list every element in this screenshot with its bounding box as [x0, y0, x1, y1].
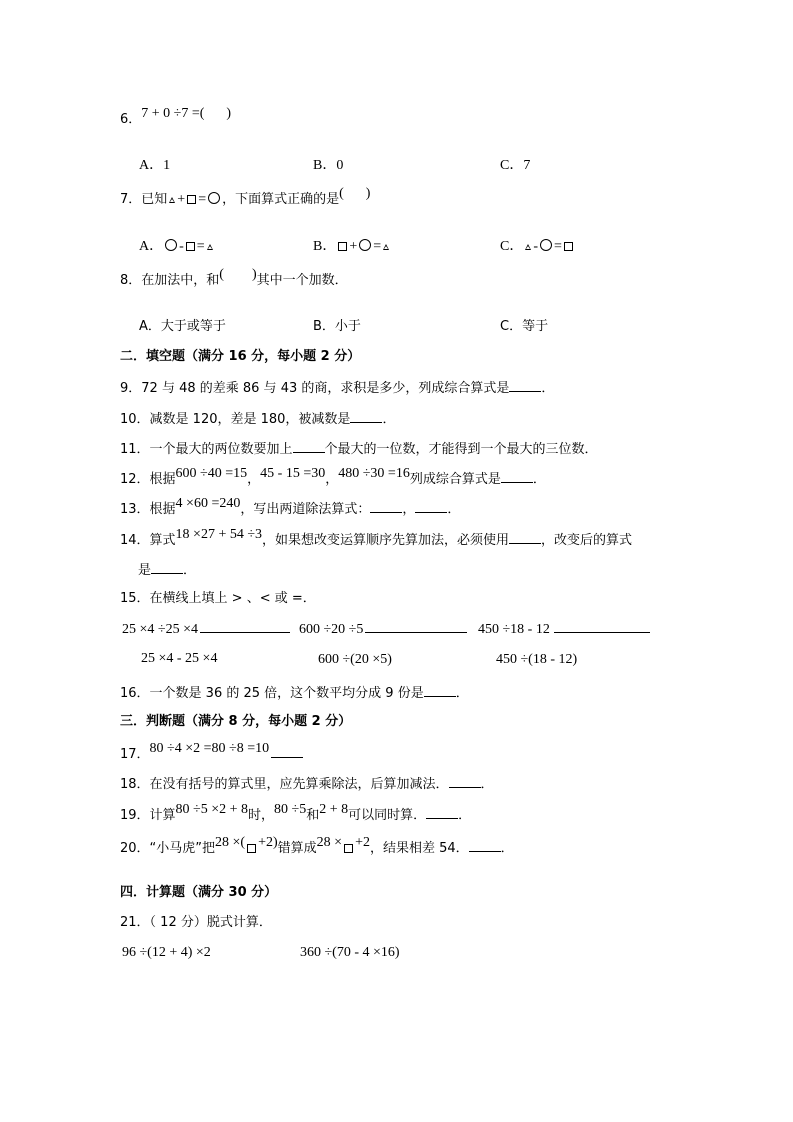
compare-blank[interactable]	[554, 620, 650, 633]
section-3-heading: 三．判断题（满分 8 分，每小题 2 分）	[120, 714, 352, 729]
circle-icon	[540, 239, 552, 251]
question-7: 7．已知 + = ，下面算式正确的是( )	[120, 186, 371, 207]
question-9: 9．72 与 48 的差乘 86 与 43 的商，求积是多少，列成综合算式是 ．	[120, 381, 555, 396]
question-20: 20．“小马虎”把28 ×( +2)错算成28 × +2，结果相差 54． ．	[120, 835, 514, 856]
q6-option-b: B．0	[313, 158, 344, 173]
q15-row2-expr3: 450 ÷(18 - 12)	[496, 652, 578, 667]
answer-blank[interactable]	[350, 410, 382, 423]
answer-blank[interactable]	[426, 806, 458, 819]
q8-option-a: A．大于或等于	[139, 319, 226, 334]
section-4-heading: 四．计算题（满分 30 分）	[120, 885, 278, 900]
question-8: 8．在加法中，和( )其中一个加数．	[120, 267, 348, 288]
question-13: 13．根据4 ×60 =240，写出两道除法算式： ， ．	[120, 496, 461, 517]
answer-blank[interactable]	[415, 500, 447, 513]
q6-expression: 7 + 0 ÷7 =(	[141, 106, 205, 121]
triangle-icon	[207, 244, 213, 250]
answer-blank[interactable]	[469, 839, 501, 852]
question-10: 10．减数是 120，差是 180，被减数是 ．	[120, 412, 396, 427]
circle-icon	[359, 239, 371, 251]
triangle-icon	[383, 244, 389, 250]
q7-option-c: C． - =	[500, 239, 575, 255]
compare-blank[interactable]	[365, 620, 467, 633]
answer-blank[interactable]	[509, 379, 541, 392]
answer-blank[interactable]	[501, 470, 533, 483]
q21-expression-1: 96 ÷(12 + 4) ×2	[122, 945, 211, 960]
q15-row2-expr1: 25 ×4 - 25 ×4	[141, 651, 218, 666]
question-15: 15．在横线上填上 > 、< 或 =．	[120, 591, 316, 606]
square-icon	[186, 242, 195, 251]
q15-row1-expr2: 600 ÷20 ÷5	[299, 620, 467, 638]
q15-row1-expr3: 450 ÷18 - 12	[478, 620, 650, 638]
answer-blank[interactable]	[424, 684, 456, 697]
answer-blank[interactable]	[293, 440, 325, 453]
q15-row2-expr2: 600 ÷(20 ×5)	[318, 652, 392, 667]
question-16: 16．一个数是 36 的 25 倍，这个数平均分成 9 份是 ．	[120, 686, 469, 701]
circle-icon	[208, 192, 220, 204]
question-14: 14．算式18 ×27 + 54 ÷3，如果想改变运算顺序先算加法，必须使用 ，改变后的算式	[120, 527, 633, 548]
question-21: 21．（ 12 分）脱式计算．	[120, 915, 272, 930]
q6-option-c: C．7	[500, 158, 531, 173]
triangle-icon	[169, 197, 175, 203]
compare-blank[interactable]	[200, 620, 290, 633]
question-11: 11．一个最大的两位数要加上 个最大的一位数，才能得到一个最大的三位数．	[120, 442, 598, 457]
q21-expression-2: 360 ÷(70 - 4 ×16)	[300, 945, 400, 960]
answer-blank[interactable]	[151, 561, 183, 574]
question-12: 12．根据600 ÷40 =15，45 - 15 =30，480 ÷30 =16列成综合算式是 ．	[120, 466, 546, 487]
question-6: 6．7 + 0 ÷7 =( )	[120, 106, 232, 127]
square-icon	[338, 242, 347, 251]
triangle-icon	[525, 244, 531, 250]
q8-option-b: B．小于	[313, 319, 361, 334]
question-17: 17．80 ÷4 ×2 =80 ÷8 =10	[120, 745, 303, 763]
question-18: 18．在没有括号的算式里，应先算乘除法，后算加减法． ．	[120, 777, 494, 792]
section-2-heading: 二．填空题（满分 16 分，每小题 2 分）	[120, 349, 361, 364]
square-icon	[187, 195, 196, 204]
q7-option-a: A． - =	[139, 239, 215, 255]
q6-option-a: A．1	[139, 158, 171, 173]
square-icon	[564, 242, 573, 251]
square-icon	[247, 844, 256, 853]
answer-blank[interactable]	[449, 775, 481, 788]
answer-blank[interactable]	[509, 531, 541, 544]
q7-option-b: B． + =	[313, 239, 391, 255]
square-icon	[344, 844, 353, 853]
answer-blank[interactable]	[370, 500, 402, 513]
question-14-line-2: 是 ．	[138, 563, 197, 578]
circle-icon	[165, 239, 177, 251]
question-19: 19．计算80 ÷5 ×2 + 8时，80 ÷5和2 + 8可以同时算． ．	[120, 802, 472, 823]
q8-option-c: C．等于	[500, 319, 549, 334]
q15-row1-expr1: 25 ×4 ÷25 ×4	[122, 620, 290, 638]
answer-blank[interactable]	[271, 745, 303, 758]
